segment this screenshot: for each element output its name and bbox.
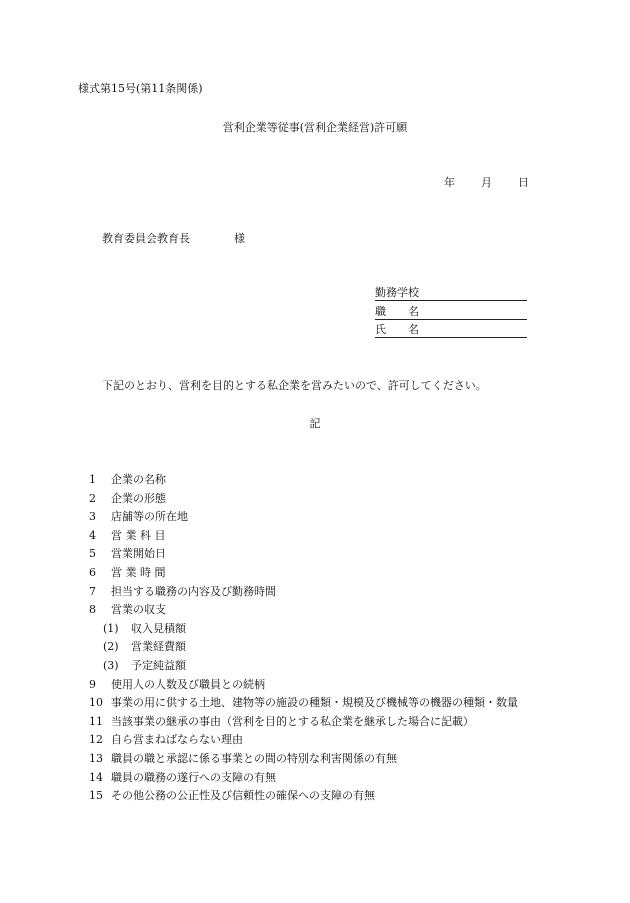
addressee-recipient: 教育委員会教育長 bbox=[102, 232, 190, 245]
item-text: 営業の収支 bbox=[111, 603, 166, 617]
sub-list-item bbox=[89, 641, 518, 660]
list-item bbox=[89, 567, 518, 586]
date-year-label: 年 bbox=[444, 176, 455, 189]
item-text: 自ら営まねばならない理由 bbox=[111, 733, 243, 747]
list-item bbox=[89, 753, 518, 772]
sub-list-item bbox=[89, 623, 518, 642]
signature-name-label: 氏 名 bbox=[375, 323, 419, 336]
item-text: 企業の名称 bbox=[111, 473, 166, 486]
item-number: 7 bbox=[89, 584, 96, 598]
list-item bbox=[89, 716, 518, 735]
item-text: 収入見積額 bbox=[131, 621, 186, 635]
list-item bbox=[89, 790, 518, 809]
signature-position-field bbox=[375, 306, 527, 320]
item-number: 9 bbox=[89, 677, 96, 691]
item-text: 営業開始日 bbox=[111, 547, 166, 561]
item-text: 担当する職務の内容及び勤務時間 bbox=[111, 584, 276, 598]
item-text: 使用人の人数及び職員との続柄 bbox=[111, 677, 265, 691]
intro-paragraph: 下記のとおり、営利を目的とする私企業を営みたいので、許可してください。 bbox=[102, 379, 487, 392]
item-number: 4 bbox=[89, 528, 96, 542]
signature-name-field bbox=[375, 324, 527, 338]
list-item bbox=[89, 679, 518, 698]
item-number: (2) bbox=[103, 640, 119, 654]
item-text: 事業の用に供する土地、建物等の施設の種類・規模及び機械等の機器の種類・数量 bbox=[111, 696, 518, 710]
list-item bbox=[89, 772, 518, 791]
item-number: 5 bbox=[89, 547, 96, 561]
item-number: 14 bbox=[89, 770, 103, 784]
item-text: 営 業 時 間 bbox=[111, 565, 166, 579]
list-item bbox=[89, 474, 518, 493]
list-item bbox=[89, 511, 518, 530]
item-text: 職員の職と承認に係る事業との間の特別な利害関係の有無 bbox=[111, 751, 397, 765]
date-line bbox=[444, 177, 529, 188]
form-number: 様式第15号(第11条関係) bbox=[78, 82, 203, 95]
addressee bbox=[102, 233, 245, 244]
list-item bbox=[89, 493, 518, 512]
ki-heading: 記 bbox=[309, 417, 321, 430]
item-number: 3 bbox=[89, 510, 96, 524]
list-item bbox=[89, 604, 518, 623]
item-text: 企業の形態 bbox=[111, 491, 166, 505]
list-item bbox=[89, 697, 518, 716]
item-text: 職員の職務の遂行への支障の有無 bbox=[111, 770, 276, 784]
signature-position-label: 職 名 bbox=[375, 305, 419, 318]
list-item bbox=[89, 586, 518, 605]
sub-list-item bbox=[89, 660, 518, 679]
item-text: 予定純益額 bbox=[131, 658, 186, 672]
signature-school-field bbox=[375, 287, 527, 301]
item-list bbox=[89, 474, 518, 809]
addressee-honorific: 様 bbox=[234, 232, 245, 245]
item-number: 1 bbox=[89, 473, 96, 486]
list-item bbox=[89, 530, 518, 549]
date-month-label: 月 bbox=[481, 176, 492, 189]
item-number: (3) bbox=[103, 658, 119, 672]
item-number: 11 bbox=[89, 714, 103, 728]
item-number: 8 bbox=[89, 603, 96, 617]
list-item bbox=[89, 548, 518, 567]
item-number: 6 bbox=[89, 565, 96, 579]
item-number: 13 bbox=[89, 751, 103, 765]
item-text: その他公務の公正性及び信頼性の確保への支障の有無 bbox=[111, 789, 375, 803]
item-number: 2 bbox=[89, 491, 96, 505]
item-text: 店舗等の所在地 bbox=[111, 510, 188, 524]
item-number: 15 bbox=[89, 789, 103, 803]
signature-school-label: 勤務学校 bbox=[375, 286, 419, 299]
document-title: 営利企業等従事(営利企業経営)許可願 bbox=[222, 121, 408, 134]
item-text: 営業経費額 bbox=[131, 640, 186, 654]
item-number: 12 bbox=[89, 733, 103, 747]
date-day-label: 日 bbox=[518, 176, 529, 189]
item-number: (1) bbox=[103, 621, 119, 635]
item-text: 当該事業の継承の事由（営利を目的とする私企業を継承した場合に記載） bbox=[111, 714, 474, 728]
list-item bbox=[89, 734, 518, 753]
item-number: 10 bbox=[89, 696, 103, 710]
item-text: 営 業 科 目 bbox=[111, 528, 166, 542]
